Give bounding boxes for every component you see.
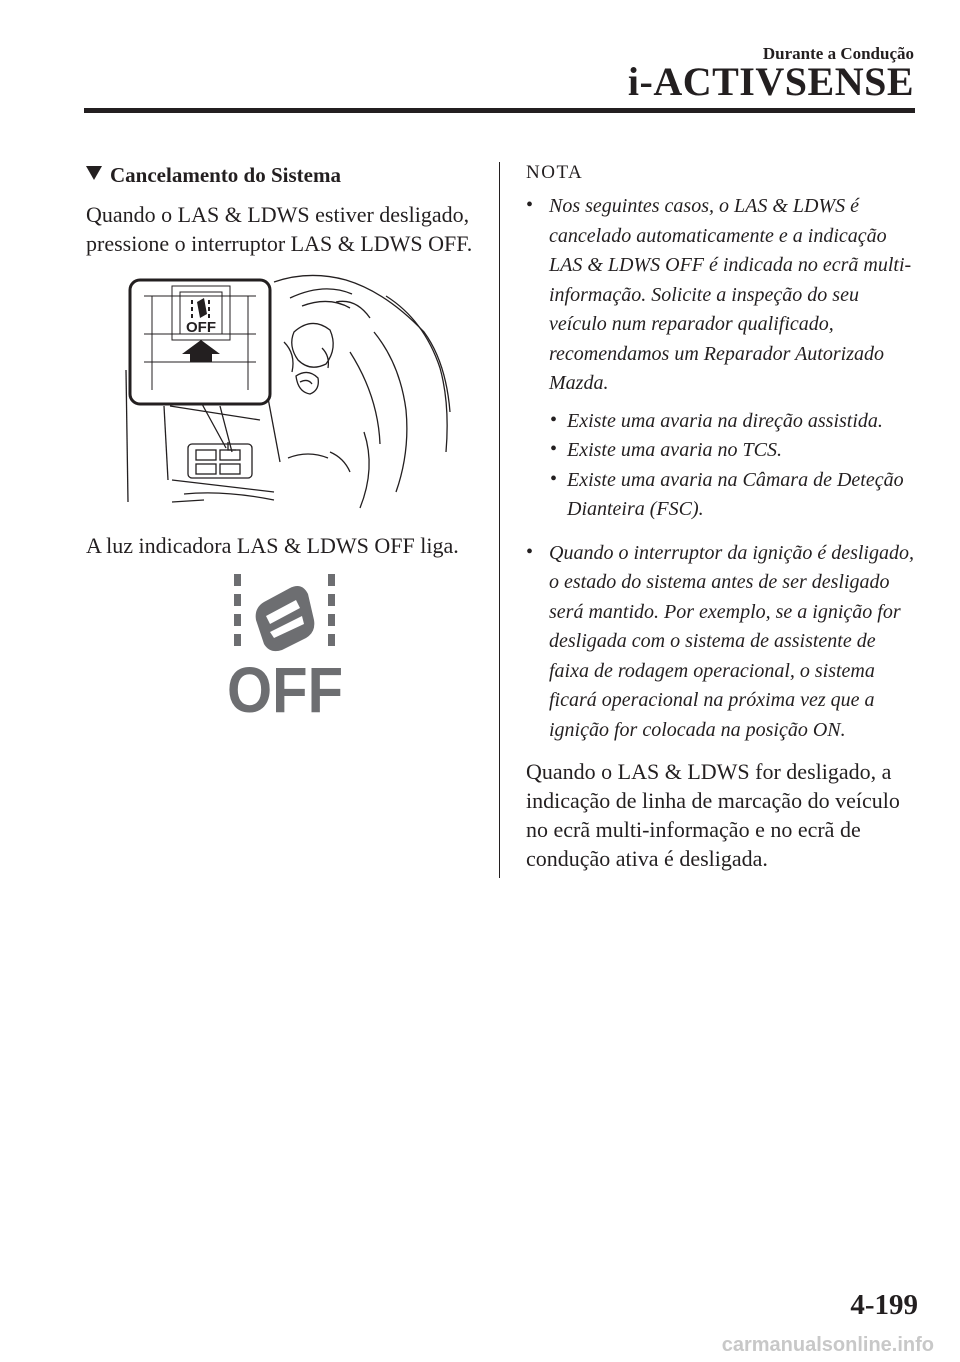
bullet-dot-icon: • [526, 540, 534, 563]
nota-label: NOTA [526, 162, 584, 183]
nota-bullet-1 [526, 192, 918, 399]
nota-subbullet [526, 436, 918, 466]
bullet-dot-icon: • [526, 194, 534, 216]
nota-bullet-2 [526, 539, 918, 746]
right-column [526, 160, 918, 873]
section-heading [86, 160, 476, 190]
intro-paragraph: Quando o LAS & LDWS estiver desligado, pressione o interruptor LAS & LDWS OFF. [86, 202, 473, 256]
bullet-dot-icon: • [550, 438, 558, 460]
header-title: i-ACTIVSENSE [627, 59, 914, 104]
indicator-off-label: OFF [227, 654, 343, 720]
nota-bullet-1-text: Nos seguintes casos, o LAS & LDWS é cancelado automaticamente e a indicação LAS & LDWS OFF é indicada no ecrã multi-informação. Solicite a inspeção do seu veículo num reparador qualificado, recomendamos um Reparador Autorizado Mazda. [549, 195, 912, 394]
watermark: carmanualsonline.info [721, 1334, 934, 1356]
nota-bullet-2-text: Quando o interruptor da ignição é desligado, o estado do sistema antes de ser desligado será mantido. Por exemplo, se a ignição for desligada com o sistema de assistente de faixa de rodagem operacional, o sistema ficará operacional na próxima vez que a ignição for colocada na posição ON. [549, 541, 914, 741]
nota-subbullet [526, 407, 918, 437]
section-heading-text: Cancelamento do Sistema [110, 163, 341, 187]
bullet-dot-icon: • [550, 408, 558, 431]
column-divider [499, 162, 500, 878]
header-rule [84, 108, 915, 113]
dashboard-switch-illustration [124, 272, 454, 512]
nota-subbullet-text: Existe uma avaria no TCS. [567, 439, 782, 461]
callout-off-label: OFF [186, 319, 216, 336]
las-ldws-off-indicator-icon [224, 574, 346, 720]
triangle-bullet-icon [86, 166, 102, 180]
nota-subbullet-text: Existe uma avaria na Câmara de Deteção Dianteira (FSC). [567, 468, 904, 520]
left-column [86, 160, 476, 725]
header-section-label: Durante a Condução [762, 44, 914, 63]
nota-subbullet-text: Existe uma avaria na direção assistida. [567, 409, 883, 432]
page-number: 4-199 [850, 1289, 918, 1321]
figure-caption: A luz indicadora LAS & LDWS OFF liga. [86, 533, 459, 558]
bullet-dot-icon: • [550, 467, 558, 490]
nota-subbullet [526, 466, 918, 525]
closing-paragraph: Quando o LAS & LDWS for desligado, a indicação de linha de marcação do veículo no ecrã multi-informação e no ecrã de condução ativa é desligada. [526, 759, 900, 871]
